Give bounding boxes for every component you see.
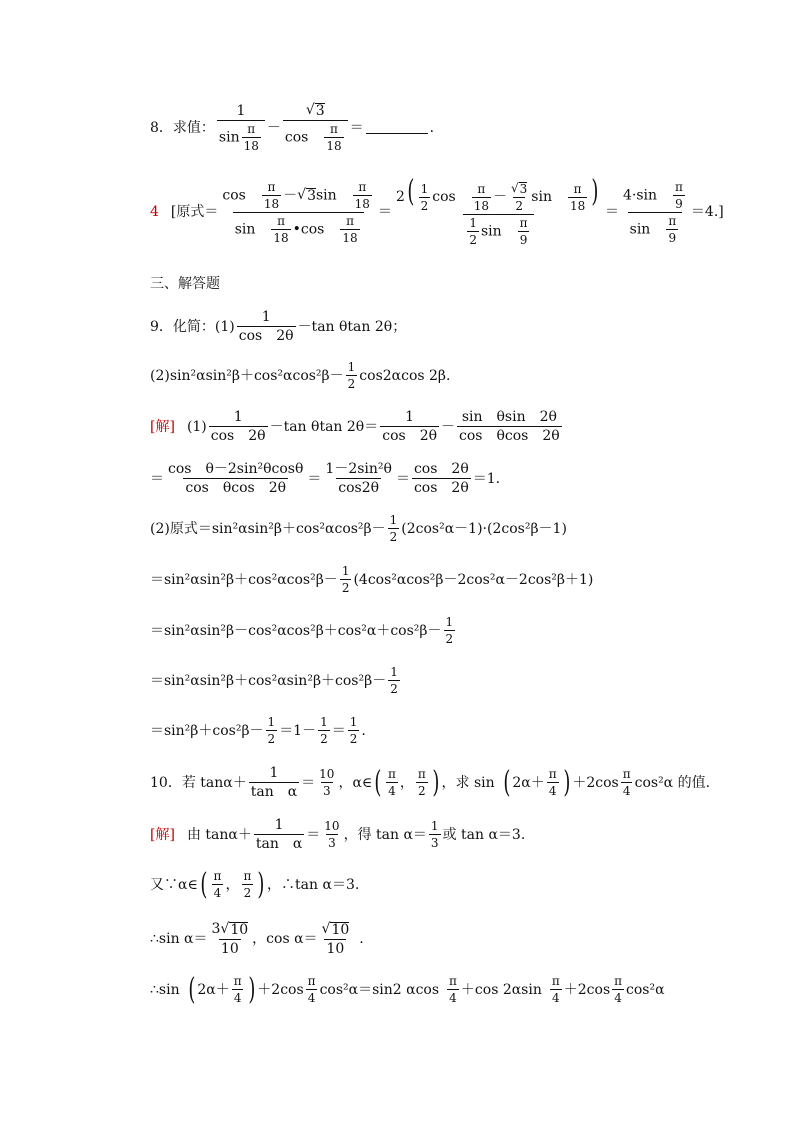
- half: $\frac{1}{2}$: [347, 360, 356, 391]
- solution-9-line3: (2)原式＝sin²αsin²β＋cos²αcos²β－ $\frac{1}{2}$ (2cos²α－1)·(2cos²β－1): [150, 513, 567, 544]
- answer-value: 4: [150, 204, 159, 220]
- q9-label: 9．化简：: [150, 318, 215, 335]
- minus: －: [266, 119, 281, 136]
- part1-tail: －tan θtan 2θ；: [297, 318, 407, 335]
- solution-9-line7: ＝sin²β＋cos²β－ $\frac{1}{2}$ ＝1－ $\frac{1}{2}$ ＝ $\frac{1}{2}$ .: [150, 715, 366, 746]
- solution-10-line4: ∴sin ( 2α＋ $\frac{\pi}{4}$ ) ＋2cos $\frac{\pi}{4}$ cos²α＝sin2 αcos $\frac{\pi}{4}$ ＋cos 2αsin $\frac{\pi}{4}$ ＋2cos $\frac{\pi}{4}$ cos²α: [150, 972, 665, 1007]
- frac-step1: cos $\frac{\pi}{18}$ －√ 3 sin $\frac{\pi}{18}$ sin $\frac{\pi}{18}$ •cos $\frac{\pi}{18}$: [222, 179, 370, 245]
- section-3-title: [150, 277, 220, 291]
- den: sin $\frac{\pi}{18}$: [217, 120, 265, 152]
- bracket-open: [原式＝: [170, 204, 219, 220]
- question-10: 10．若 tanα＋ $\frac{1}{\text{tan α}}$ ＝ $\frac{10}{3}$ ，α∈ ( $\frac{\pi}{4}$ ， $\frac{\pi}{2}$ ) ，求 sin ( 2α＋ $\frac{\pi}{4}$ ) ＋2cos $\frac{\pi}{4}$ cos²α 的值.: [150, 765, 711, 800]
- solution-10-line2: 又∵α∈ ( $\frac{\pi}{4}$ ， $\frac{\pi}{2}$ ) ，∴tan α＝3.: [150, 867, 360, 902]
- num: 1: [236, 102, 246, 119]
- solution-9-line4: ＝sin²αsin²β＋cos²αcos²β－ $\frac{1}{2}$ (4cos²αcos²β－2cos²α－2cos²β＋1): [150, 564, 594, 595]
- part2-tail: cos2αcos 2β.: [359, 367, 451, 384]
- question-8: [150, 103, 444, 152]
- frac-1-over-sin: [217, 104, 265, 152]
- q10-label: 10．若 tanα＋: [150, 774, 247, 791]
- period: ．: [429, 119, 444, 136]
- frac-step3: 4·sin $\frac{\pi}{9}$ sin $\frac{\pi}{9}$: [622, 179, 683, 245]
- part2: (2)sin²αsin²β＋cos²αcos²β－: [150, 367, 344, 384]
- solution-9-line6: ＝sin²αsin²β＋cos²αsin²β＋cos²β－ $\frac{1}{2}$: [150, 665, 398, 696]
- den: cos $\frac{\pi}{18}$: [283, 120, 348, 152]
- solution-tag: [解]: [150, 826, 175, 843]
- answer-blank: [366, 121, 428, 134]
- equals: ＝: [349, 119, 364, 136]
- solution-9-line2: ＝ $\frac{\text{cos θ－2sin²θcosθ}}{\text{cos θcos 2θ}}$ ＝ $\frac{\text{1－2sin²θ}}{\cos 2\theta}$ ＝ $\frac{\cos 2\theta}{\cos 2\theta}$ ＝1.: [150, 461, 501, 496]
- num: √ 3: [305, 102, 325, 119]
- question-9: [150, 310, 406, 343]
- frac-1-over-cos2theta: $\frac{1}{\cos 2\theta}$: [238, 309, 294, 344]
- solution-10-line1: [解] 由 tanα＋ $\frac{1}{\text{tan α}}$ ＝ $\frac{10}{3}$ ，得 tan α＝ $\frac{1}{3}$ 或 tan α＝3.: [150, 817, 526, 852]
- result: ＝4.]: [690, 204, 724, 220]
- section-title: 三、解答题: [150, 276, 220, 292]
- solution-tag: [解]: [150, 418, 175, 435]
- solution-10-line3: ∴sin α＝ 3√ 10 10 ，cos α＝ √ 10 10 .: [150, 921, 364, 957]
- solution-9-line5: ＝sin²αsin²β－cos²αcos²β＋cos²α＋cos²β－ $\frac{1}{2}$: [150, 615, 454, 646]
- frac-step2: 2( $\frac{1}{2}$ cos $\frac{\pi}{18}$ － √ 3 2 sin $\frac{\pi}{18}$ ) $\frac{1}{2}$ sin $\frac{\pi}{9}$: [395, 174, 599, 247]
- solution-9-line1: [解] (1) $\frac{1}{\cos 2\theta}$ －tan θtan 2θ＝ $\frac{1}{\cos 2\theta}$ － $\frac{\text{sin θsin 2θ}}{\text{cos θcos 2θ}}$: [150, 409, 560, 444]
- q8-label: 8．求值：: [150, 119, 215, 136]
- part1-prefix: (1): [214, 318, 235, 335]
- answer-8: 4 [原式＝ cos $\frac{\pi}{18}$ －√ 3 sin $\frac{\pi}{18}$ sin $\frac{\pi}{18}$ •cos $\frac{\pi}{18}$ ＝ 2( $\frac{1}{2}$ cos $\frac{\pi}{18}$ － √ 3 2 sin $\frac{\pi}{18}$ ) $\frac{1}{2}$ sin $\frac{\pi}{9}$ ＝ 4·sin $\frac{\pi}{9}$ sin $\frac{\pi}{9}$ ＝4.]: [150, 174, 724, 247]
- frac-sqrt3-over-cos: [283, 103, 348, 152]
- question-9-part2: [150, 361, 450, 390]
